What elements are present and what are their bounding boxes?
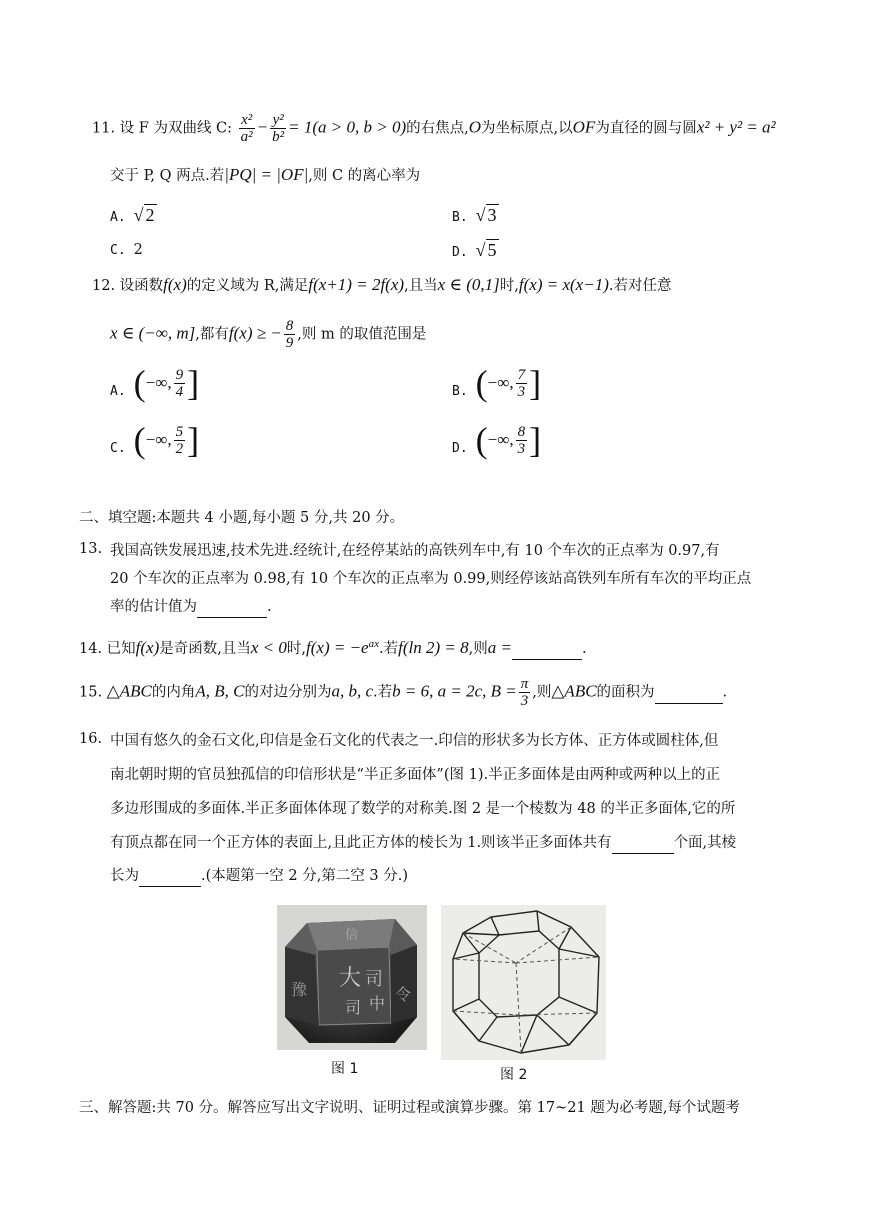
q13-line1: 我国高铁发展迅速,技术先进.经统计,在经停某站的高铁列车中,有 10 个车次的正点率为 0.97,有 — [110, 543, 720, 559]
figure-1-caption: 图 1 — [331, 1061, 359, 1077]
figure-2-caption: 图 2 — [500, 1067, 528, 1083]
q16-line3: 多边形围成的多面体.半正多面体体现了数学的对称美.图 2 是一个棱数为 48 的半正多面体,它的所 — [110, 801, 736, 817]
q15-line: 15. △ABC的内角A, B, C的对边分别为a, b, c.若b = 6, a = 2c, B = $\frac{\pi}{3}$ ,则△ABC的面积为 . — [79, 676, 728, 709]
q12-option-d: D. ( −∞, $\frac{8}{3}$ ] — [452, 420, 542, 460]
q12-option-a: A. ( −∞, $\frac{9}{4}$ ] — [110, 363, 200, 403]
svg-text:司: 司 — [345, 998, 362, 1017]
q11-of: OF — [572, 117, 596, 137]
q11-text-c: 的右焦点, — [406, 120, 469, 137]
q11-text-f: 交于 P, Q 两点.若 — [110, 168, 225, 184]
q11-text-a: 设 F 为双曲线 C: — [119, 120, 233, 137]
q12-eq2: f(x) = x(x−1) — [518, 275, 609, 294]
figure-2-polyhedron — [441, 905, 606, 1060]
q16-number: 16. — [79, 731, 103, 747]
q11-line2 — [110, 165, 420, 186]
q12-text-c: ,且当 — [404, 278, 438, 294]
q12-fx: f(x) — [163, 275, 187, 294]
q14-answer-blank[interactable] — [512, 639, 582, 660]
q11-option-c: C. 2 — [110, 242, 143, 258]
q15-frac: $\frac{\pi}{3}$ — [520, 676, 529, 709]
q11-text-e: 为直径的圆与圆 — [595, 120, 697, 137]
q12-option-b: B. ( −∞, $\frac{7}{3}$ ] — [452, 363, 542, 403]
q14-number: 14. — [79, 640, 103, 657]
q14-line: 14. 已知f(x)是奇函数,且当x < 0时$,f(x) = -e^{ax}$.若f(ln 2) = 8,则a = . — [79, 634, 587, 660]
q13-line3: 率的估计值为 . — [110, 597, 272, 618]
q16-line2: 南北朝时期的官员独孤信的印信形状是“半正多面体”(图 1).半正多面体是由两种或两种以上的正 — [110, 767, 721, 783]
q11-text-d: 为坐标原点,以 — [481, 120, 573, 137]
q13-line2: 20 个车次的正点率为 0.98,有 10 个车次的正点率为 0.99,则经停该站高铁列车所有车次的平均正点 — [110, 571, 752, 587]
section-3-heading: 三、解答题:共 70 分。解答应写出文字说明、证明过程或演算步骤。第 17~21 题为必考题,每个试题考 — [79, 1100, 740, 1116]
svg-text:中: 中 — [369, 994, 386, 1013]
svg-text:信: 信 — [345, 928, 359, 943]
svg-text:令: 令 — [395, 985, 412, 1004]
q13-answer-blank[interactable] — [197, 597, 267, 618]
svg-text:豫: 豫 — [291, 980, 308, 999]
q16-line5: 长为 .(本题第一空 2 分,第二空 3 分.) — [110, 866, 408, 887]
svg-text:司: 司 — [365, 969, 383, 990]
seal-photo-image — [277, 905, 427, 1050]
q12-line1 — [92, 275, 671, 296]
q11-origin: O — [468, 117, 482, 137]
q12-frac: $\frac{8}{9}$ — [285, 318, 294, 351]
q11-abs: |PQ| = |OF| — [224, 165, 309, 184]
q15-answer-blank[interactable] — [655, 683, 723, 704]
q16-line1: 中国有悠久的金石文化,印信是金石文化的代表之一.印信的形状多为长方体、正方体或圆柱体,但 — [110, 733, 719, 749]
q11-text-g: ,则 C 的离心率为 — [308, 168, 421, 184]
q11-option-b: B. √ 3 — [452, 205, 497, 225]
q12-line2 — [110, 318, 426, 351]
q11-number: 11. — [92, 120, 116, 137]
q12-cond: x ∈ (0,1] — [437, 275, 500, 294]
q16-answer-blank-2[interactable] — [139, 866, 201, 887]
q12-text-a: 设函数 — [119, 278, 164, 294]
q16-line4: 有顶点都在同一个正方体的表面上,且此正方体的棱长为 1.则该半正多面体共有 个面,其棱 — [110, 833, 736, 854]
q12-ineq: f(x) ≥ − — [228, 323, 282, 343]
figure-1-seal-photo — [277, 905, 427, 1050]
q12-text-b: 的定义域为 R,满足 — [186, 278, 309, 294]
q16-answer-blank-1[interactable] — [612, 833, 674, 854]
q12-number: 12. — [92, 278, 116, 294]
q11-circle: x² + y² = a² — [696, 117, 776, 137]
polyhedron-diagram — [441, 905, 606, 1060]
q12-text-f: ,都有 — [195, 326, 229, 343]
q12-option-c: C. ( −∞, $\frac{5}{2}$ ] — [110, 420, 200, 460]
q11-condition: = 1(a > 0, b > 0) — [288, 117, 407, 137]
q12-text-g: ,则 m 的取值范围是 — [297, 326, 427, 343]
q13-number: 13. — [79, 541, 103, 557]
q12-text-d: 时, — [499, 278, 519, 294]
q11-line1 — [92, 112, 776, 145]
q11-option-d: D. √ 5 — [452, 240, 497, 260]
q15-number: 15. — [79, 684, 103, 701]
q12-text-e: .若对任意 — [608, 278, 672, 294]
section-2-heading: 二、填空题:本题共 4 小题,每小题 5 分,共 20 分。 — [79, 510, 405, 526]
q11-minus: − — [256, 117, 269, 137]
q11-frac-x: $\frac{\text{x²}}{\text{a²}}$ — [240, 112, 253, 145]
svg-text:大: 大 — [339, 966, 362, 991]
q12-domain: x ∈ (−∞, m] — [110, 323, 196, 343]
q12-eq1: f(x+1) = 2f(x) — [308, 275, 405, 294]
q11-frac-y: $\frac{\text{y²}}{\text{b²}}$ — [272, 112, 285, 145]
q11-option-a: A. √ 2 — [110, 205, 155, 225]
